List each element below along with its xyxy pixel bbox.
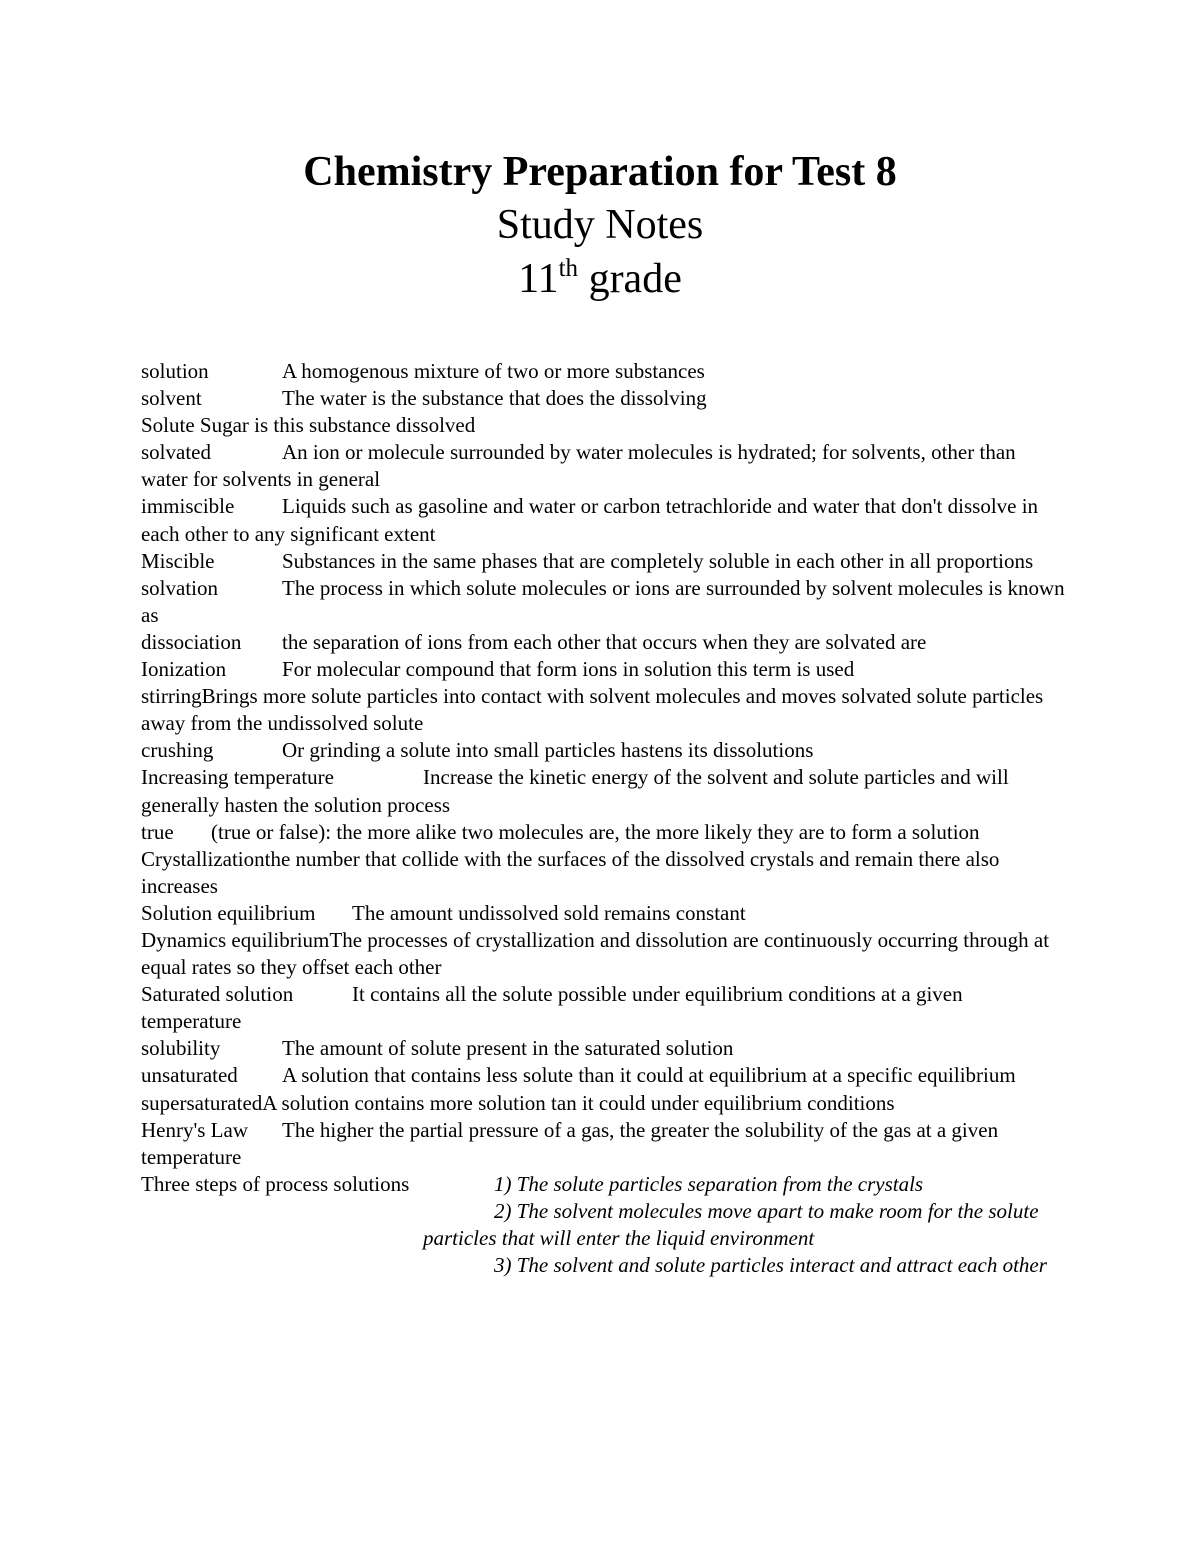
entry-term: dissociation (141, 629, 242, 654)
entry-term: solubility (141, 1036, 221, 1061)
entry-term: true (141, 819, 174, 844)
definition-entry (141, 358, 1065, 385)
definition-entry (141, 981, 1065, 1035)
entry-definition: The water is the substance that does the dissolving (282, 386, 707, 411)
entry-term: Henry's Law (141, 1117, 248, 1142)
definition-entry (141, 846, 1065, 900)
entry-definition: the number that collide with the surfaces of the dissolved crystals and remain there also increases (141, 846, 1000, 898)
steps-entry (141, 1171, 1065, 1198)
entry-definition: An ion or molecule surrounded by water molecules is hydrated; for solvents, other than water for solvents in general (141, 440, 1016, 492)
entry-term: supersaturated (141, 1090, 263, 1115)
entry-term: crushing (141, 738, 214, 763)
entry-term: solvated (141, 440, 211, 465)
entry-definition: Substances in the same phases that are completely soluble in each other in all proportions (282, 548, 1034, 573)
definition-entry (141, 629, 1065, 656)
entry-term: Miscible (141, 548, 215, 573)
definition-entry (141, 656, 1065, 683)
page-subtitle: Study Notes (496, 202, 704, 248)
entry-definition: A solution contains more solution tan it could under equilibrium conditions (262, 1090, 895, 1115)
step-item: 3) The solvent and solute particles interact and attract each other (494, 1253, 1047, 1278)
step-item: 2) The solvent molecules move apart to make room for the solute particles that will enter the liquid environment (423, 1198, 1039, 1250)
definitions-list (141, 358, 1065, 1279)
entry-definition: the separation of ions from each other that occurs when they are solvated are (282, 629, 927, 654)
definition-entry (141, 683, 1065, 737)
entry-term: Dynamics equilibrium (141, 927, 330, 952)
definition-entry (141, 1035, 1065, 1062)
step-item: 1) The solute particles separation from the crystals (494, 1171, 924, 1196)
entry-term: Solute (141, 413, 195, 438)
definition-entry (141, 548, 1065, 575)
grade-suffix: th (558, 255, 579, 282)
entry-definition: For molecular compound that form ions in solution this term is used (282, 657, 855, 682)
entry-definition: The processes of crystallization and dissolution are continuously occurring through at equal rates so they offset each other (141, 927, 1050, 980)
entry-definition: Or grinding a solute into small particles hastens its dissolutions (282, 738, 814, 763)
entry-definition: A solution that contains less solute than it could at equilibrium at a specific equilibrium (282, 1063, 1016, 1088)
entry-definition: Liquids such as gasoline and water or carbon tetrachloride and water that don't dissolve in each other to any significant extent (141, 494, 1039, 546)
entry-definition: The higher the partial pressure of a gas, the greater the solubility of the gas at a given temperature (141, 1117, 999, 1169)
definition-entry (141, 439, 1065, 493)
header (0, 146, 1200, 306)
definition-entry (141, 412, 1065, 439)
definition-entry (141, 764, 1065, 818)
entry-definition: The process in which solute molecules or ions are surrounded by solvent molecules is known as (141, 575, 1065, 627)
definition-entry (141, 493, 1065, 547)
definition-entry (141, 900, 1065, 927)
grade-line (0, 252, 1200, 306)
entry-term: Solution equilibrium (141, 900, 316, 925)
entry-term: solution (141, 359, 209, 383)
entry-term: solvent (141, 386, 202, 411)
entry-definition: It contains all the solute possible under equilibrium conditions at a given temperature (141, 982, 963, 1034)
definition-entry (141, 385, 1065, 412)
definition-entry (141, 575, 1065, 629)
entry-definition: Increase the kinetic energy of the solvent and solute particles and will generally hasten the solution process (141, 765, 1009, 817)
definition-entry (141, 819, 1065, 846)
definition-entry (141, 927, 1065, 981)
entry-definition: Sugar is this substance dissolved (199, 413, 476, 438)
grade-number: 11 (518, 256, 559, 302)
grade-word: grade (578, 256, 682, 302)
entry-term: Crystallization (141, 846, 265, 871)
entry-term: unsaturated (141, 1063, 238, 1088)
step-item-wrapper (141, 1252, 1065, 1279)
entry-definition: A homogenous mixture of two or more substances (282, 359, 705, 383)
definition-entry (141, 1062, 1065, 1089)
entry-term: Increasing temperature (141, 765, 334, 790)
entry-term: Ionization (141, 657, 227, 682)
definition-entry (141, 1117, 1065, 1171)
step-item-wrapper (141, 1198, 1065, 1252)
entry-term: stirring (141, 684, 202, 709)
entry-term: immiscible (141, 494, 235, 519)
entry-definition: The amount undissolved sold remains constant (352, 900, 746, 925)
definition-entry (141, 1090, 1065, 1117)
entry-definition: (true or false): the more alike two molecules are, the more likely they are to form a solution (211, 819, 980, 844)
entry-term: solvation (141, 575, 218, 600)
page-title: Chemistry Preparation for Test 8 (303, 149, 897, 195)
definition-entry (141, 737, 1065, 764)
steps-term: Three steps of process solutions (141, 1171, 410, 1196)
entry-definition: The amount of solute present in the saturated solution (282, 1036, 734, 1061)
entry-term: Saturated solution (141, 982, 294, 1007)
entry-definition: Brings more solute particles into contact with solvent molecules and moves solvated solute particles away from the undissolved solute (141, 684, 1044, 736)
